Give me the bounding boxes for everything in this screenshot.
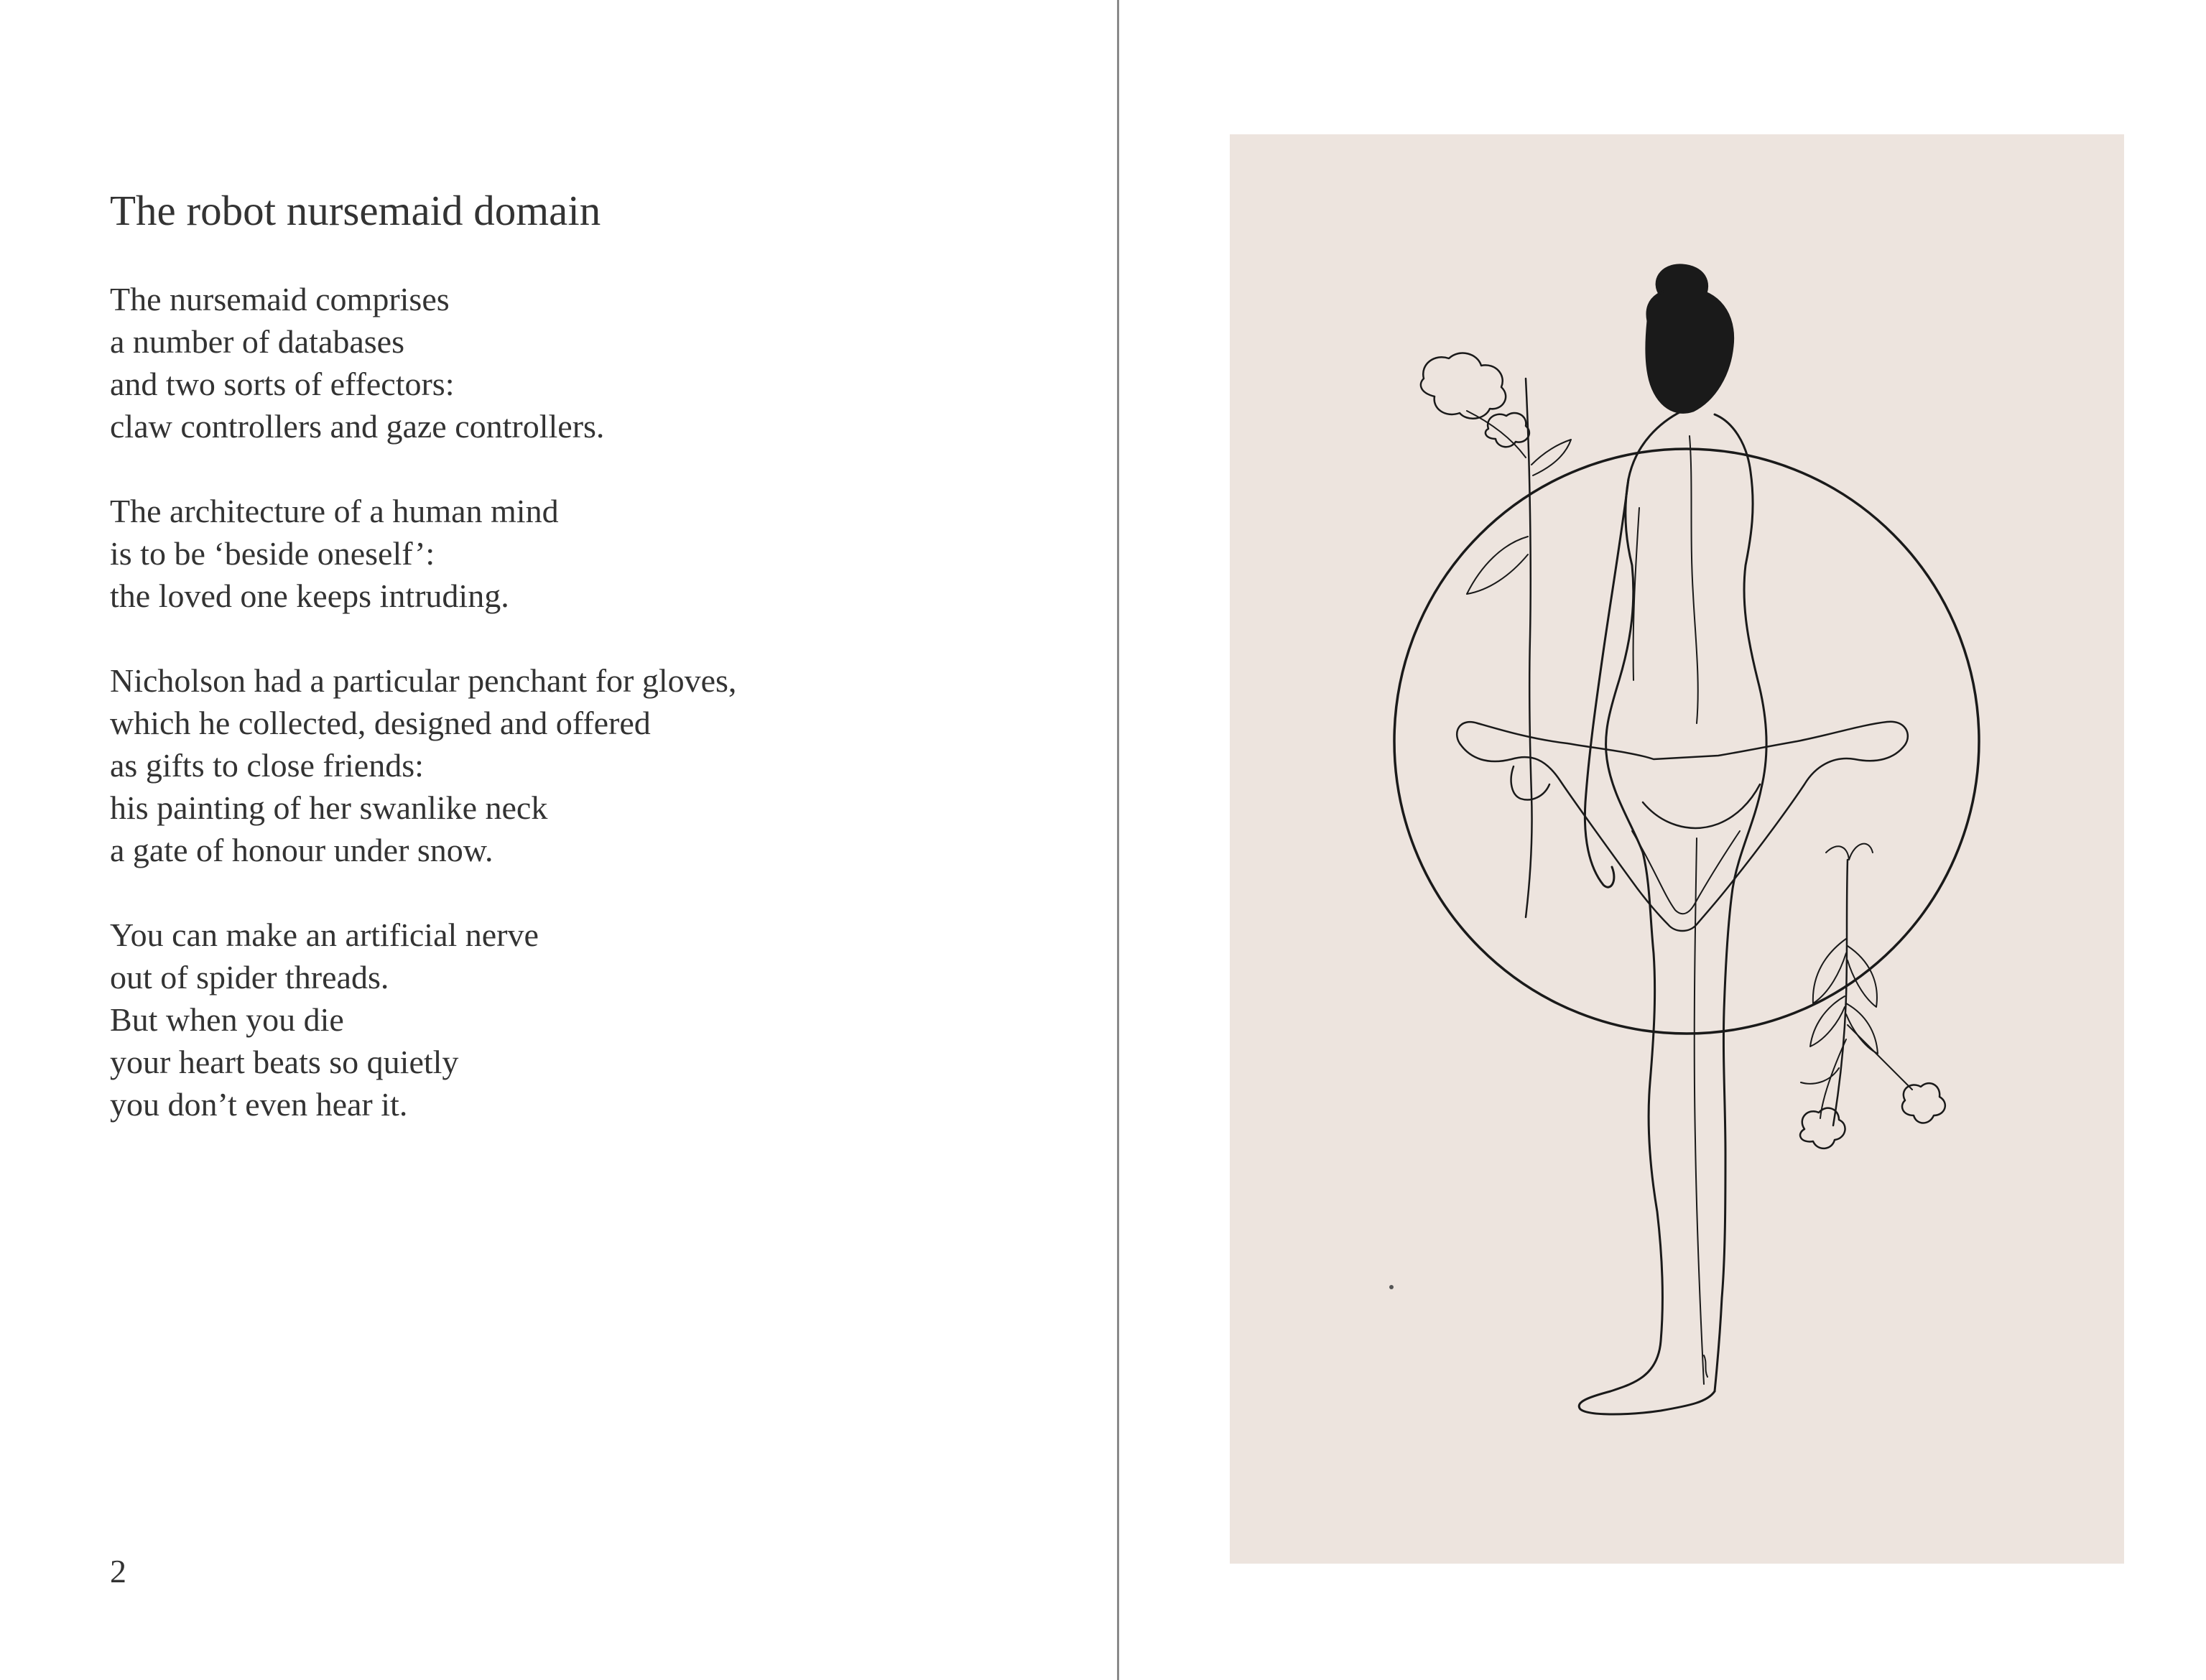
poem-line: The nursemaid comprises <box>110 281 450 317</box>
left-flower-head <box>1421 353 1506 419</box>
poem-line: you don’t even hear it. <box>110 1086 408 1123</box>
poem-line: Nicholson had a particular penchant for gloves, <box>110 662 737 699</box>
figure-drawing <box>1230 134 2124 1564</box>
poem-title: The robot nursemaid domain <box>110 187 601 234</box>
circle-outline <box>1394 449 1979 1034</box>
poem-line: is to be ‘beside oneself’: <box>110 535 435 572</box>
poem-line: But when you die <box>110 1001 344 1038</box>
right-flower-branches <box>1801 1025 1912 1118</box>
poem-line: a gate of honour under snow. <box>110 832 493 868</box>
left-leaf-2 <box>1531 440 1571 475</box>
right-page <box>1119 0 2206 1680</box>
figure-outline-left <box>1579 411 1715 1414</box>
right-flower-bloom-right <box>1902 1083 1945 1123</box>
poem-line: your heart beats so quietly <box>110 1044 459 1080</box>
right-flower-top <box>1826 844 1873 860</box>
poem-line: as gifts to close friends: <box>110 747 424 784</box>
poem-line: the loved one keeps intruding. <box>110 577 509 614</box>
poem-line: out of spider threads. <box>110 959 389 996</box>
left-leaf <box>1467 537 1528 594</box>
poem-line: which he collected, designed and offered <box>110 705 651 741</box>
illustration-plate <box>1230 134 2124 1564</box>
poem-body <box>110 278 1044 1168</box>
left-flower-head-2 <box>1486 413 1529 447</box>
poem-line: and two sorts of effectors: <box>110 366 455 402</box>
stanza-2 <box>110 490 1044 617</box>
poem-line: his painting of her swanlike neck <box>110 789 548 826</box>
stanza-3 <box>110 659 1044 871</box>
head <box>1646 289 1733 413</box>
paper-speck <box>1389 1285 1394 1289</box>
arm-left-inner <box>1633 508 1639 680</box>
figure-outline-right <box>1715 414 1766 1391</box>
buttocks-line <box>1643 784 1760 828</box>
poem-line: The architecture of a human mind <box>110 493 559 529</box>
spine-line <box>1690 436 1698 723</box>
poem-line: claw controllers and gaze controllers. <box>110 408 605 445</box>
stanza-1 <box>110 278 1044 447</box>
page-number: 2 <box>110 1553 126 1589</box>
right-flower-bloom-left <box>1800 1108 1845 1148</box>
stanza-4 <box>110 914 1044 1126</box>
poem-line: You can make an artificial nerve <box>110 916 539 953</box>
knee-mark <box>1704 1355 1707 1377</box>
leg-division <box>1695 838 1704 1384</box>
poem-line: a number of databases <box>110 323 405 360</box>
left-flower-stem <box>1526 379 1532 917</box>
